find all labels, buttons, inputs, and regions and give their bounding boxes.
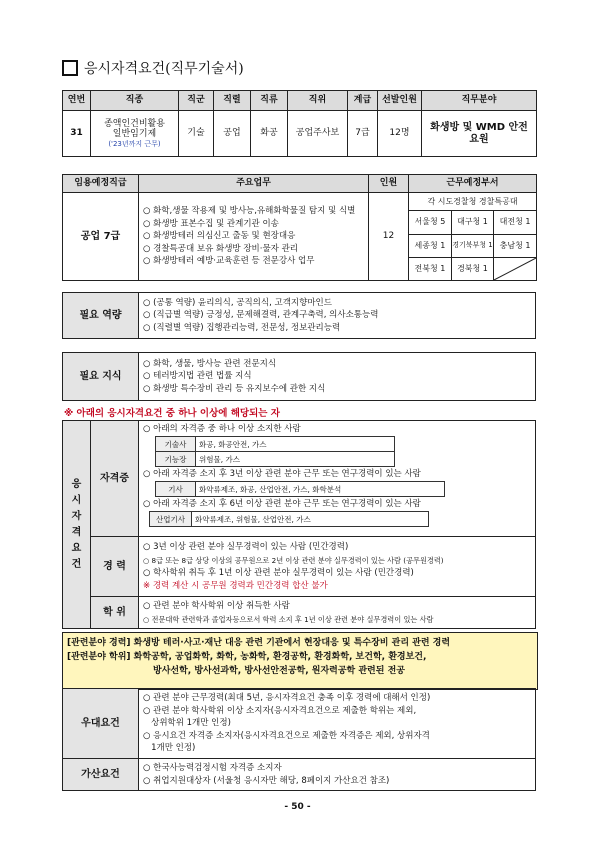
bonus-item: ○ 취업지원대상자 (서울청 응시자만 해당, 8페이지 가산요건 참조) xyxy=(143,775,390,786)
side-label-text: 응시자격요건 xyxy=(71,478,82,570)
dept-item: 서울청 5 xyxy=(409,211,451,234)
qualification-table xyxy=(62,420,536,629)
header-rank: 임용예정직급 xyxy=(63,175,139,193)
career-item: ○ 3년 이상 관련 분야 실무경력이 있는 사람 (민간경력) xyxy=(143,541,349,552)
dept-item: 대구청 1 xyxy=(451,211,493,234)
page-number: - 50 - xyxy=(284,802,311,812)
header-dept: 근무예정부서 xyxy=(409,175,537,193)
cert-fields: 화약류제조, 위험물, 산업안전, 가스 xyxy=(192,512,429,527)
preference-item: ○ 응시요건 자격증 소지자(응시자격요건으로 제출한 자격증은 제외, 상위자격 xyxy=(143,730,430,741)
dept-header: 각 시도경찰청 경찰특공대 xyxy=(409,193,536,211)
knowledge-item: ○ 화학, 생물, 방사능 관련 전문지식 xyxy=(143,358,277,369)
bonus-label: 가산요건 xyxy=(63,759,139,791)
row-count: 12명 xyxy=(378,111,422,157)
type-line1: 종액인건비활용 xyxy=(104,118,165,129)
header-series: 직렬 xyxy=(214,91,251,111)
header-headcount: 인원 xyxy=(369,175,409,193)
dept-grid xyxy=(409,211,536,280)
competency-item: ○ (직급별 역량) 긍정성, 문제해결력, 관계구축력, 의사소통능력 xyxy=(143,310,379,321)
cert-fields: 화공, 화공안전, 가스 xyxy=(196,437,395,452)
knowledge-label: 필요 지식 xyxy=(63,353,139,401)
career-item: ○ 8급 또는 8급 상당 이상의 공무원으로 2년 이상 관련 분야 실무경력이 있는 사람 (공무원경력) xyxy=(143,555,444,565)
dept-item: 경북청 1 xyxy=(451,257,493,280)
cert-type: 기술사 xyxy=(156,437,196,452)
type-note: ('23년까지 근무) xyxy=(108,140,161,149)
degree-item: ○ 전문대학 관련학과 졸업자등으로서 학력 소지 후 1년 이상 관련 분야 실무경력이 있는 사람 xyxy=(143,614,434,624)
cert-table-1 xyxy=(155,436,395,467)
cert-fields: 화약류제조, 화공, 산업안전, 가스, 화학분석 xyxy=(196,482,445,497)
competency-items xyxy=(139,293,536,339)
header-group: 직군 xyxy=(179,91,214,111)
row-position: 공업주사보 xyxy=(288,111,348,157)
header-duties: 주요업무 xyxy=(139,175,369,193)
preference-item: 1개만 인정) xyxy=(143,743,196,754)
knowledge-table xyxy=(62,352,536,401)
headcount-cell: 12 xyxy=(369,193,409,281)
related-career-text: 화생방 테러·사고·재난 대응 관련 기관에서 현장대응 및 특수장비 관리 관련 경력 xyxy=(133,638,451,648)
duties-cell xyxy=(139,193,369,281)
row-no: 31 xyxy=(63,111,91,157)
preference-item: ○ 관련 분야 학사학위 이상 소지자(응시자격요건으로 제출한 학위는 제외, xyxy=(143,705,417,716)
section-title xyxy=(62,58,244,78)
related-degree-tag: [관련분야 학위] xyxy=(67,652,131,662)
cert-type: 기사 xyxy=(156,482,196,497)
notice-text: ※ 아래의 응시자격요건 중 하나 이상에 해당되는 자 xyxy=(64,408,280,419)
header-class: 직류 xyxy=(251,91,288,111)
knowledge-items xyxy=(139,353,536,401)
related-fields-box xyxy=(62,632,538,690)
cert-type: 기능장 xyxy=(156,452,196,467)
header-no: 연번 xyxy=(63,91,91,111)
dept-cell xyxy=(409,193,537,281)
related-degree-line xyxy=(67,650,533,664)
related-career-line xyxy=(67,636,533,650)
qualification-side-label xyxy=(63,421,91,629)
diagonal-line-icon xyxy=(494,258,536,280)
dept-item: 전북청 1 xyxy=(409,257,451,280)
title-text: 응시자격요건(직무기술서) xyxy=(84,61,244,77)
checkbox-square-icon xyxy=(62,60,78,76)
dept-empty-cell xyxy=(494,257,536,280)
bonus-item: ○ 한국사능력검정시험 자격증 소지자 xyxy=(143,763,282,774)
row-class: 화공 xyxy=(251,111,288,157)
bonus-items xyxy=(139,759,536,791)
degree-content xyxy=(139,597,536,629)
duty-item: ○ 화생방테러 예방·교육훈련 등 전문강사 업무 xyxy=(143,256,315,267)
dept-item: 충남청 1 xyxy=(494,234,536,257)
type-line2: 일반임기제 xyxy=(112,129,157,140)
duty-item: ○ 경찰특공대 보유 화생방 장비·물자 관리 xyxy=(143,243,299,254)
preference-label: 우대요건 xyxy=(63,689,139,759)
duty-item: ○ 화학,생물 작용제 및 방사능,유해화학물질 탐지 및 식별 xyxy=(143,206,356,217)
competency-table xyxy=(62,292,536,339)
cert-label: 자격증 xyxy=(91,421,139,537)
row-grade: 7급 xyxy=(348,111,378,157)
competency-label: 필요 역량 xyxy=(63,293,139,339)
related-degree-text: 화학공학, 공업화학, 화학, 농화학, 환경공학, 환경화학, 보건학, 환경보건, xyxy=(133,652,427,662)
dept-item: 대전청 1 xyxy=(494,211,536,234)
career-warning: ※ 경력 계산 시 공무원 경력과 민간경력 합산 불가 xyxy=(143,580,328,591)
preference-items xyxy=(139,689,536,759)
header-field: 직무분야 xyxy=(422,91,537,111)
career-content xyxy=(139,537,536,597)
cert-type: 산업기사 xyxy=(150,512,192,527)
header-type: 직종 xyxy=(91,91,179,111)
row-field: 화생방 및 WMD 안전 요원 xyxy=(422,111,537,157)
header-count: 선발인원 xyxy=(378,91,422,111)
assignment-table xyxy=(62,174,537,281)
related-degree-text-2: 방사선학, 방사선과학, 방사선안전공학, 원자력공학 관련된 전공 xyxy=(153,666,405,676)
preference-item: ○ 관련 분야 근무경력(최대 5년, 응시자격요건 충족 이후 경력에 대해서 인정) xyxy=(143,693,431,704)
header-grade: 계급 xyxy=(348,91,378,111)
position-table xyxy=(62,90,537,157)
knowledge-item: ○ 테러방지법 관련 법률 지식 xyxy=(143,371,252,382)
cert-table-2 xyxy=(155,481,445,497)
duty-item: ○ 화생방 표본수집 및 관계기관 이송 xyxy=(143,218,279,229)
knowledge-item: ○ 화생방 특수장비 관리 등 유지보수에 관한 지식 xyxy=(143,383,326,394)
related-career-tag: [관련분야 경력] xyxy=(67,638,131,648)
cert-fields: 위험물, 가스 xyxy=(196,452,395,467)
row-type xyxy=(91,111,179,157)
header-position: 직위 xyxy=(288,91,348,111)
preference-table xyxy=(62,688,536,791)
degree-label: 학 위 xyxy=(91,597,139,629)
cert-content xyxy=(139,421,536,537)
dept-item: 경기북부청 1 xyxy=(451,234,493,257)
cert-line: ○ 아래 자격증 소지 후 6년 이상 관련 분야 근무 또는 연구경력이 있는 사람 xyxy=(143,499,421,509)
dept-item: 세종청 1 xyxy=(409,234,451,257)
duty-item: ○ 화생방테러 의심신고 출동 및 현장대응 xyxy=(143,231,296,242)
rank-cell: 공업 7급 xyxy=(63,193,139,281)
row-series: 공업 xyxy=(214,111,251,157)
degree-item: ○ 관련 분야 학사학위 이상 취득한 사람 xyxy=(143,600,290,611)
career-label: 경 력 xyxy=(91,537,139,597)
row-group: 기술 xyxy=(179,111,214,157)
competency-item: ○ (직렬별 역량) 집행관리능력, 전문성, 정보관리능력 xyxy=(143,322,341,333)
cert-table-3 xyxy=(149,511,429,527)
career-item: ○ 학사학위 취득 후 1년 이상 관련 분야 실무경력이 있는 사람 (민간경력) xyxy=(143,567,414,578)
cert-line: ○ 아래 자격증 소지 후 3년 이상 관련 분야 근무 또는 연구경력이 있는 사람 xyxy=(143,469,421,479)
cert-line: ○ 아래의 자격증 중 하나 이상 소지한 사람 xyxy=(143,424,301,434)
preference-item: 상위학위 1개만 인정) xyxy=(143,718,231,729)
competency-item: ○ (공통 역량) 윤리의식, 공직의식, 고객지향마인드 xyxy=(143,297,332,308)
